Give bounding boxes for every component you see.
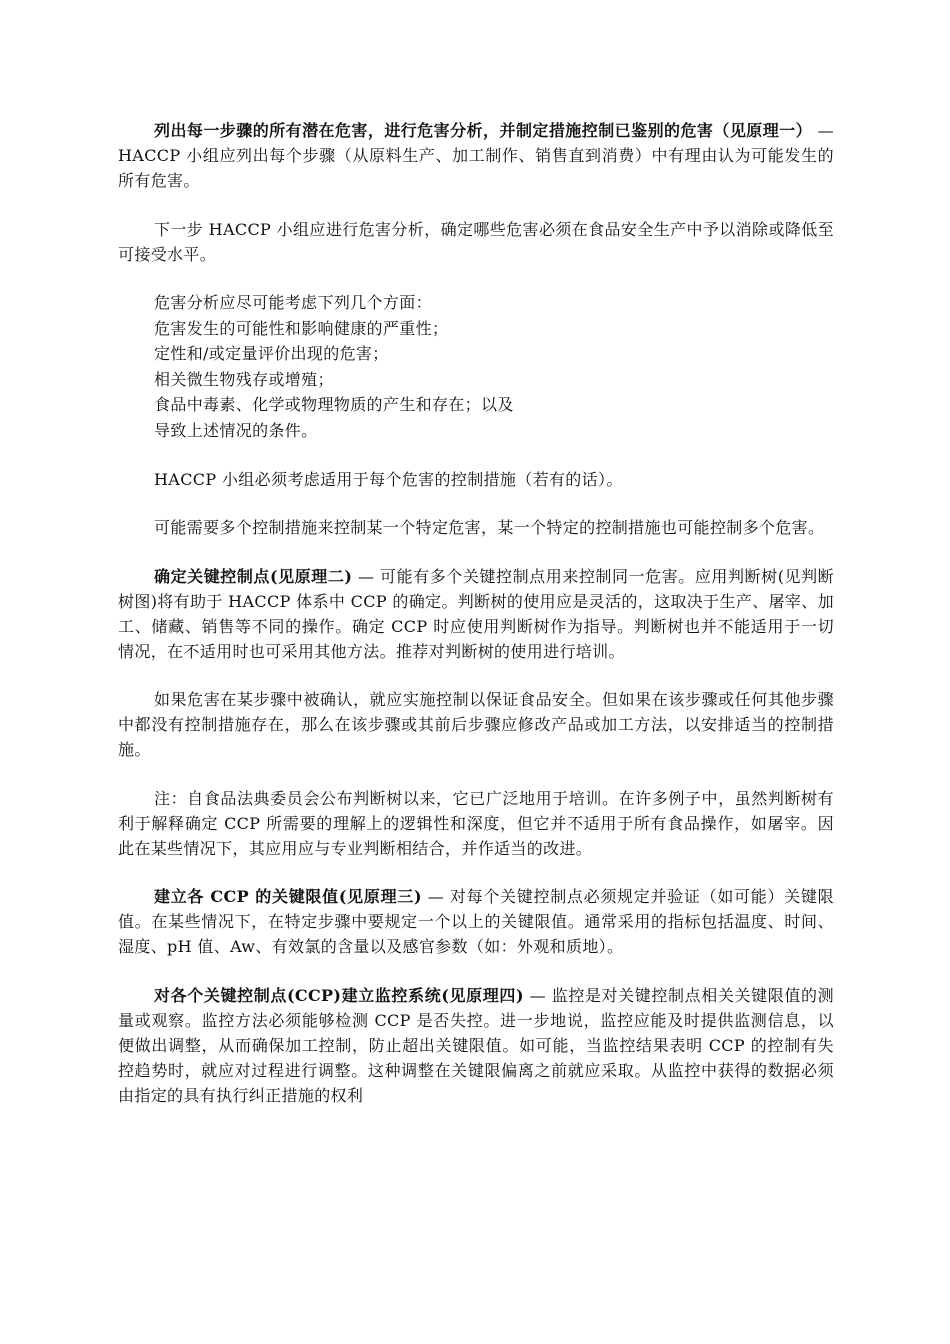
heading-principle-three: 建立各 CCP 的关键限值(见原理三) xyxy=(154,887,422,906)
list-item: 危害发生的可能性和影响健康的严重性； xyxy=(154,318,449,338)
document-page xyxy=(118,118,834,1131)
paragraph-hazard-analysis xyxy=(118,118,834,193)
paragraph-text: — 对每个关键控制点必须规定并验证（如可能）关键限值。在某些情况下，在特定步骤中要规定一个以上的关键限值。通常采用的指标包括温度、时间、湿度、pH 值、Aw、有效氯的含量以及感官参数（如：外观和质地）。 xyxy=(118,887,834,956)
paragraph-control-measures: HACCP 小组必须考虑适用于每个危害的控制措施（若有的话）。 xyxy=(154,469,623,489)
list-item: 定性和/或定量评价出现的危害； xyxy=(154,344,389,363)
paragraph-text: — 可能有多个关键控制点用来控制同一危害。应用判断树(见判断树图)将有助于 HACCP 体系中 CCP 的确定。判断树的使用应是灵活的，这取决于生产、屠宰、加工、储藏、销售等不同的操作。确定 CCP 时应使用判断树作为指导。判断树也并不能适用于一切情况，在不适用时也可采用其他方法。推荐对判断树的使用进行培训。 xyxy=(118,566,834,661)
heading-principle-two: 确定关键控制点(见原理二) xyxy=(154,566,353,586)
list-item: 导致上述情况的条件。 xyxy=(154,420,318,440)
paragraph-text: — HACCP 小组应列出每个步骤（从原料生产、加工制作、销售直到消费）中有理由认为可能发生的所有危害。 xyxy=(118,121,834,190)
paragraph-monitoring xyxy=(118,983,834,1108)
paragraph-next-step: 下一步 HACCP 小组应进行危害分析，确定哪些危害必须在食品安全生产中予以消除或降低至可接受水平。 xyxy=(118,219,834,264)
paragraph-note: 注：自食品法典委员会公布判断树以来，它已广泛地用于培训。在许多例子中，虽然判断树有利于解释确定 CCP 所需要的理解上的逻辑性和深度，但它并不适用于所有食品操作，如屠宰。因此在某些情况下，其应用应与专业判断相结合，并作适当的改进。 xyxy=(118,788,834,858)
list-item: 食品中毒素、化学或物理物质的产生和存在；以及 xyxy=(154,395,514,414)
paragraph-text: — 监控是对关键控制点相关关键限值的测量或观察。监控方法必须能够检测 CCP 是否失控。进一步地说，监控应能及时提供监测信息，以便做出调整，从而确保加工控制，防止超出关键限值。如可能，当监控结果表明 CCP 的控制有失控趋势时，就应对过程进行调整。这种调整在关键限偏离之前就应采取。从监控中获得的数据必须由指定的具有执行纠正措施的权利 xyxy=(118,985,834,1105)
list-item: 危害分析应尽可能考虑下列几个方面： xyxy=(154,293,432,312)
paragraph-ccp xyxy=(118,564,834,664)
heading-principle-one: 列出每一步骤的所有潜在危害，进行危害分析，并制定措施控制已鉴别的危害（见原理一） xyxy=(154,121,813,140)
paragraph-multiple-measures: 可能需要多个控制措施来控制某一个特定危害，某一个特定的控制措施也可能控制多个危害。 xyxy=(154,518,825,537)
hazard-analysis-list xyxy=(118,290,834,443)
paragraph-hazard-confirmed: 如果危害在某步骤中被确认，就应实施控制以保证食品安全。但如果在该步骤或任何其他步骤中都没有控制措施存在，那么在该步骤或其前后步骤应修改产品或加工方法，以安排适当的控制措施。 xyxy=(118,690,834,759)
list-item: 相关微生物残存或增殖； xyxy=(154,369,334,389)
heading-principle-four: 对各个关键控制点(CCP)建立监控系统(见原理四) xyxy=(154,985,524,1005)
paragraph-critical-limits xyxy=(118,884,834,959)
